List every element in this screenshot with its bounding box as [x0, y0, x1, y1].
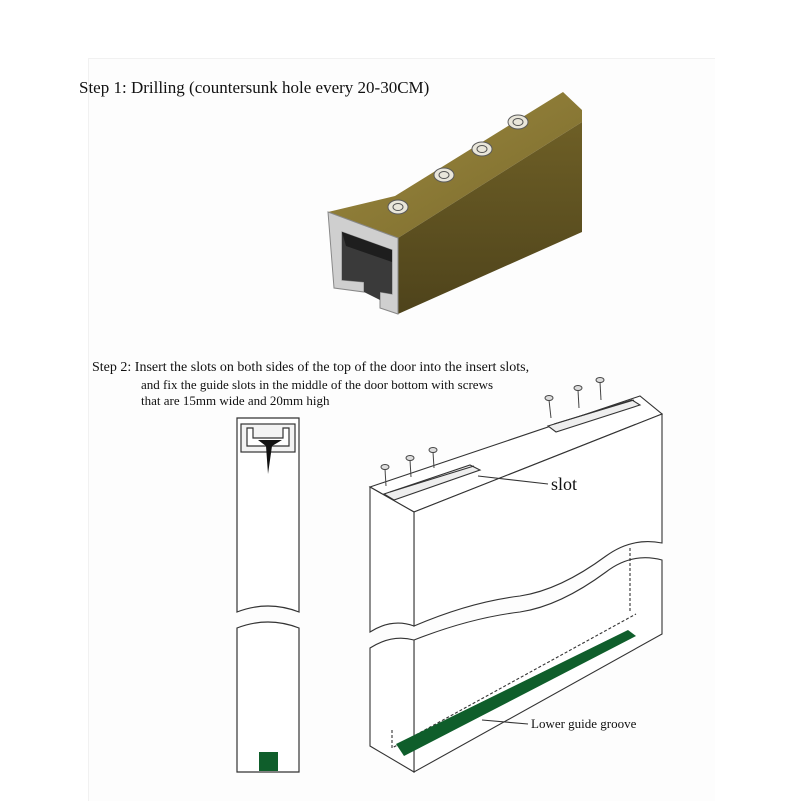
- aluminium-rail: [328, 92, 582, 314]
- hole-2: [434, 168, 454, 182]
- step2-line1: Step 2: Insert the slots on both sides of the top of the door into the insert slots,: [92, 360, 530, 375]
- hole-3: [472, 142, 492, 156]
- slot-label: slot: [551, 474, 578, 494]
- step1-caption: Step 1: Drilling (countersunk hole every 20-30CM): [79, 78, 430, 97]
- door-side-section: [237, 418, 299, 772]
- door-3d: [370, 378, 662, 773]
- hole-4: [508, 115, 528, 129]
- step2-line2: and fix the guide slots in the middle of the door bottom with screws: [141, 377, 494, 392]
- lower-guide-groove-label: Lower guide groove: [531, 716, 637, 731]
- hole-1: [388, 200, 408, 214]
- step2-line3: that are 15mm wide and 20mm high: [141, 393, 330, 408]
